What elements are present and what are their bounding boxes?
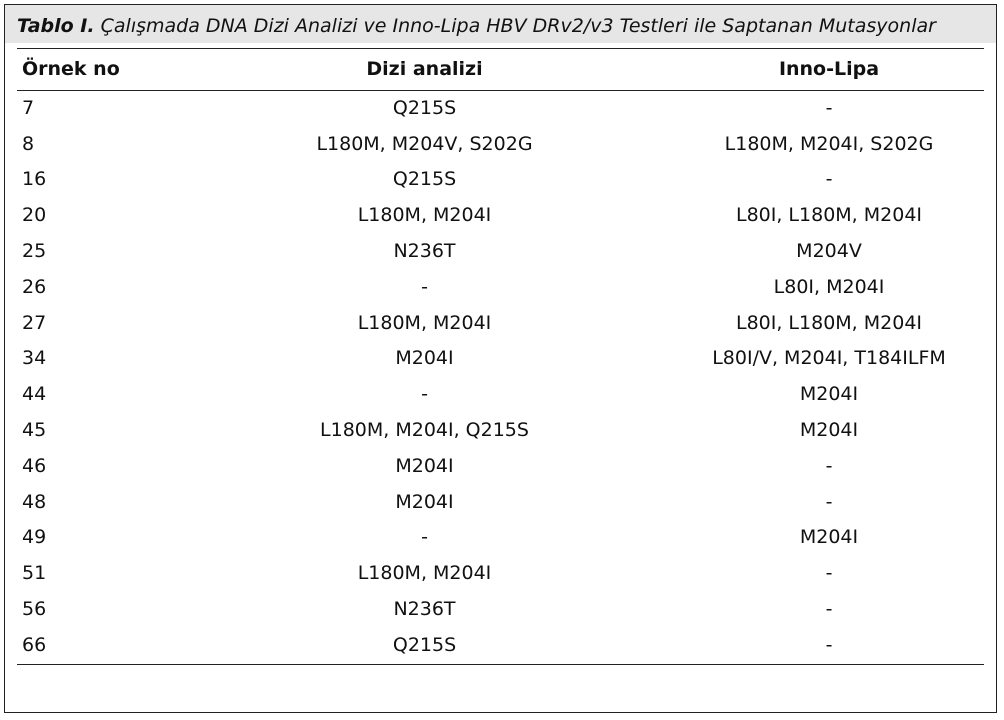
table-row [17, 555, 991, 591]
table-bottom-rule [17, 664, 984, 665]
cell-inno-lipa: - [825, 454, 833, 477]
table-row [17, 484, 991, 520]
cell-inno-lipa: M204I [799, 526, 859, 549]
cell-sample-no: 25 [22, 240, 47, 263]
cell-sequence-analysis: L180M, M204I [357, 311, 492, 334]
cell-sample-no: 45 [22, 419, 47, 442]
cell-inno-lipa: - [825, 168, 833, 191]
table-row [17, 197, 991, 233]
cell-inno-lipa: L180M, M204I, S202G [724, 132, 934, 155]
table-row [17, 126, 991, 162]
cell-sequence-analysis: Q215S [392, 96, 457, 119]
table-header [17, 48, 991, 90]
cell-sample-no: 48 [22, 490, 47, 513]
cell-sample-no: 26 [22, 275, 47, 298]
cell-sample-no: 20 [22, 204, 47, 227]
table-row [17, 90, 991, 126]
cell-inno-lipa: M204I [799, 419, 859, 442]
cell-sample-no: 27 [22, 311, 47, 334]
header-inno-lipa: Inno-Lipa [778, 58, 880, 80]
cell-inno-lipa: - [825, 562, 833, 585]
caption-lead: Tablo I. [17, 15, 95, 37]
cell-sequence-analysis: M204I [395, 347, 454, 370]
cell-sequence-analysis: L180M, M204I [357, 204, 492, 227]
mutation-table [17, 48, 991, 663]
cell-inno-lipa: - [825, 598, 833, 621]
table-frame [4, 4, 997, 713]
cell-sample-no: 51 [22, 562, 47, 585]
cell-inno-lipa: L80I/V, M204I, T184ILFM [712, 347, 946, 370]
cell-inno-lipa: - [825, 490, 833, 513]
cell-sequence-analysis: N236T [393, 598, 456, 621]
table-row [17, 520, 991, 556]
caption-text: Çalışmada DNA Dizi Analizi ve Inno-Lipa HBV DRv2/v3 Testleri ile Saptanan Mutasyonlar [94, 15, 936, 37]
table-caption [17, 15, 936, 37]
table-row [17, 376, 991, 412]
cell-sample-no: 44 [22, 383, 47, 406]
cell-sample-no: 49 [22, 526, 47, 549]
cell-sequence-analysis: M204I [395, 454, 454, 477]
cell-sequence-analysis: L180M, M204V, S202G [316, 132, 533, 155]
cell-sequence-analysis: Q215S [392, 168, 457, 191]
cell-sequence-analysis: L180M, M204I [357, 562, 492, 585]
table-row [17, 627, 991, 663]
table-row [17, 591, 991, 627]
cell-inno-lipa: L80I, L180M, M204I [735, 204, 923, 227]
table-row [17, 233, 991, 269]
cell-sample-no: 7 [22, 96, 35, 119]
cell-sequence-analysis: Q215S [392, 633, 457, 656]
cell-inno-lipa: L80I, L180M, M204I [735, 311, 923, 334]
cell-sequence-analysis: M204I [395, 490, 454, 513]
cell-inno-lipa: - [825, 633, 833, 656]
cell-sequence-analysis: - [421, 383, 428, 406]
cell-sequence-analysis: L180M, M204I, Q215S [320, 419, 529, 442]
table-body [17, 90, 991, 663]
table-row [17, 448, 991, 484]
header-sample-no: Örnek no [22, 58, 120, 80]
cell-sequence-analysis: N236T [393, 240, 456, 263]
cell-sample-no: 56 [22, 598, 47, 621]
cell-sequence-analysis: - [421, 275, 428, 298]
table-row [17, 412, 991, 448]
cell-sample-no: 16 [22, 168, 47, 191]
cell-inno-lipa: M204V [796, 240, 862, 263]
header-sequence-analysis: Dizi analizi [366, 58, 483, 80]
header-row [17, 48, 991, 90]
table-row [17, 162, 991, 198]
cell-inno-lipa: L80I, M204I [773, 275, 885, 298]
table-row [17, 341, 991, 377]
table-row [17, 305, 991, 341]
cell-sample-no: 8 [22, 132, 35, 155]
table-row [17, 269, 991, 305]
cell-inno-lipa: - [825, 96, 833, 119]
cell-sample-no: 66 [22, 633, 47, 656]
cell-sample-no: 34 [22, 347, 47, 370]
cell-inno-lipa: M204I [799, 383, 859, 406]
caption-bar [5, 5, 996, 43]
cell-sample-no: 46 [22, 454, 47, 477]
cell-sequence-analysis: - [421, 526, 428, 549]
